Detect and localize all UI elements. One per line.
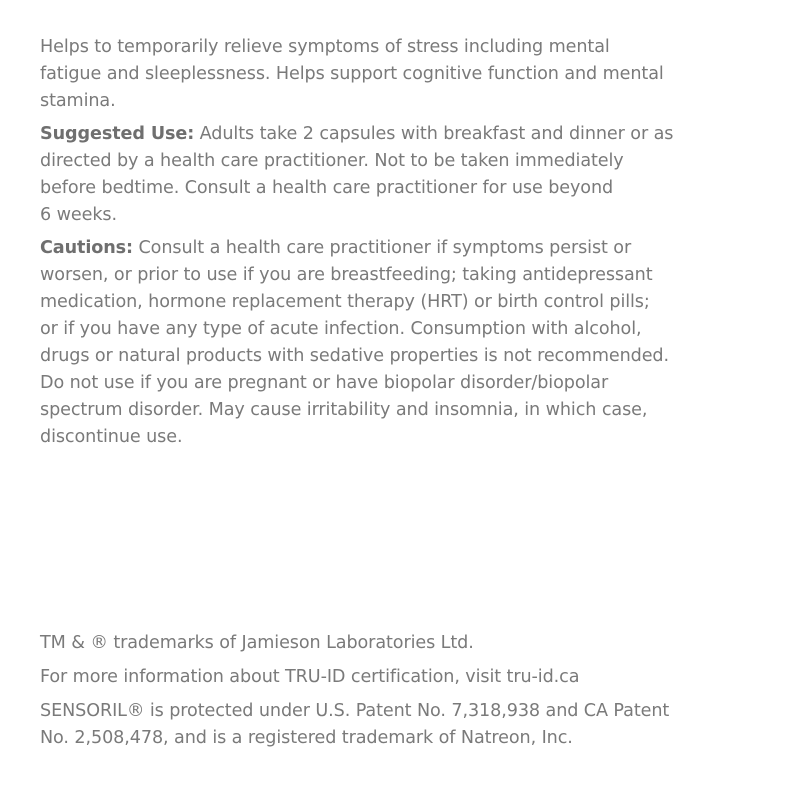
suggested-use-label: Suggested Use: [40, 124, 195, 144]
suggested-use-first-line [40, 121, 770, 148]
suggested-use-line: 6 weeks. [40, 205, 117, 225]
certification-notice [40, 664, 770, 691]
claims-line: fatigue and sleeplessness. Helps support cognitive function and mental [40, 64, 664, 84]
cautions-paragraph [40, 235, 770, 451]
product-label-text [40, 34, 770, 451]
cautions-line: medication, hormone replacement therapy (HRT) or birth control pills; [40, 292, 650, 312]
suggested-use-line: before bedtime. Consult a health care practitioner for use beyond [40, 178, 614, 198]
claims-line: stamina. [40, 91, 116, 111]
cautions-line: discontinue use. [40, 427, 183, 447]
suggested-use-text: Adults take 2 capsules with breakfast and dinner or as [194, 124, 674, 144]
suggested-use-paragraph [40, 121, 770, 229]
suggested-use-line: directed by a health care practitioner. Not to be taken immediately [40, 151, 624, 171]
cautions-first-line [40, 235, 770, 262]
patent-line: No. 2,508,478, and is a registered trademark of Natreon, Inc. [40, 728, 573, 748]
certification-line: For more information about TRU-ID certification, visit tru-id.ca [40, 667, 580, 687]
cautions-line: Do not use if you are pregnant or have biopolar disorder/biopolar [40, 373, 609, 393]
patent-line: SENSORIL® is protected under U.S. Patent No. 7,318,938 and CA Patent [40, 701, 670, 721]
trademark-notice [40, 630, 770, 657]
cautions-line: spectrum disorder. May cause irritability and insomnia, in which case, [40, 400, 648, 420]
cautions-line: worsen, or prior to use if you are breastfeeding; taking antidepressant [40, 265, 653, 285]
cautions-label: Cautions: [40, 238, 133, 258]
cautions-line: or if you have any type of acute infection. Consumption with alcohol, [40, 319, 642, 339]
cautions-line: drugs or natural products with sedative properties is not recommended. [40, 346, 669, 366]
claims-paragraph [40, 34, 770, 115]
cautions-text: Consult a health care practitioner if symptoms persist or [132, 238, 632, 258]
footer-notes [40, 630, 770, 752]
patent-notice [40, 698, 770, 752]
claims-line: Helps to temporarily relieve symptoms of stress including mental [40, 37, 610, 57]
trademark-line: TM & ® trademarks of Jamieson Laboratories Ltd. [40, 633, 474, 653]
